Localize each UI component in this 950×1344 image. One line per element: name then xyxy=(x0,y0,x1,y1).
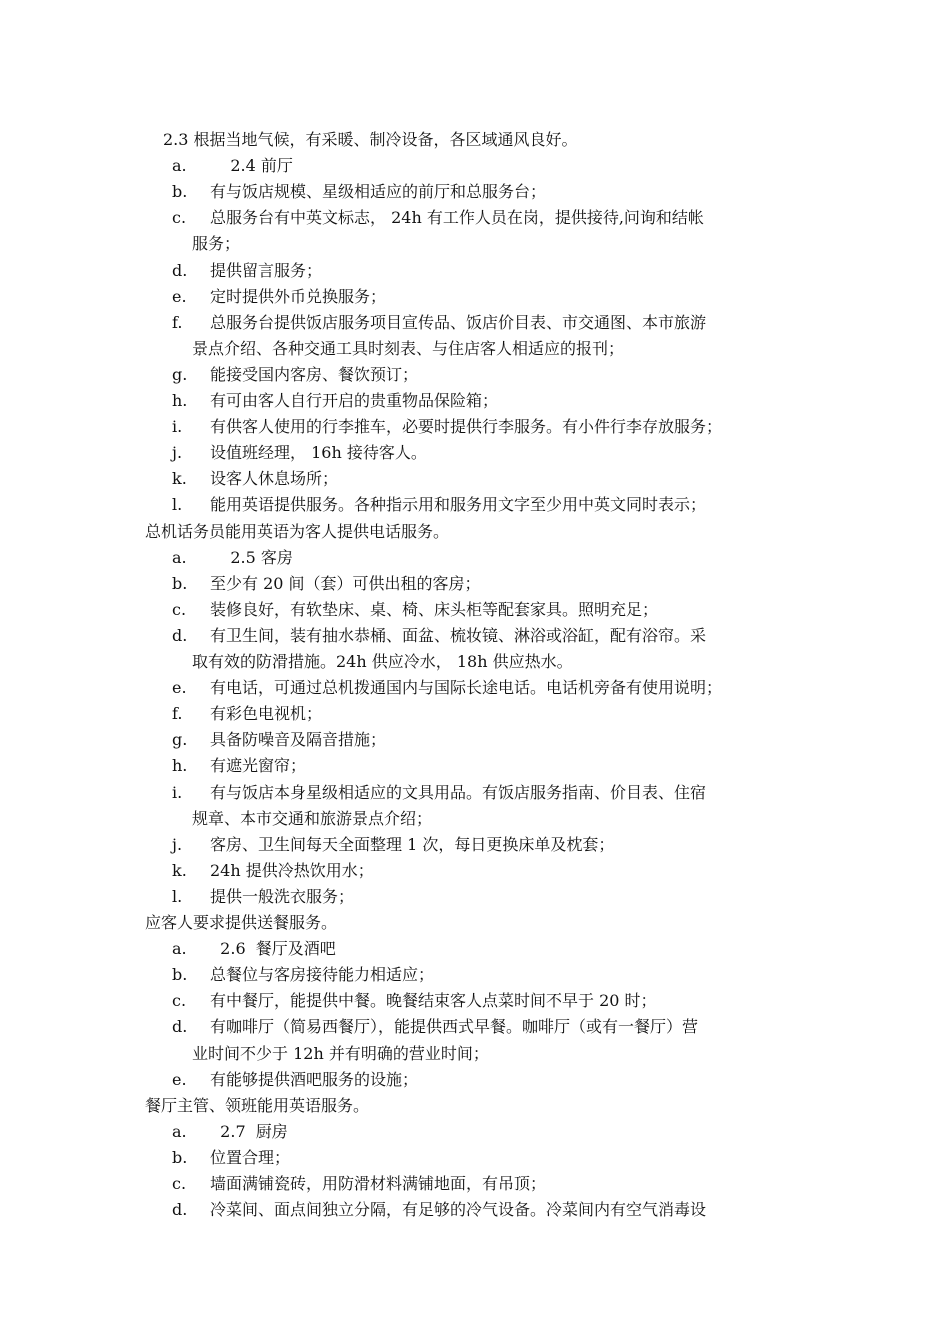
list-marker: l. xyxy=(172,495,183,514)
list-marker: g. xyxy=(172,730,188,749)
list-item-text: 有与饭店规模、星级相适应的前厅和总服务台； xyxy=(210,182,547,201)
list-item-text: 墙面满铺瓷砖，用防滑材料满铺地面，有吊顶； xyxy=(210,1174,547,1193)
list-item-text: 2.5 客房 xyxy=(210,548,293,567)
list-item-text: 有卫生间，装有抽水恭桶、面盆、梳妆镜、淋浴或浴缸，配有浴帘。采 xyxy=(210,626,707,645)
list-marker: b. xyxy=(172,1148,188,1167)
list-item-text: 2.4 前厅 xyxy=(210,156,293,175)
list-marker: j. xyxy=(172,443,183,462)
continuation-line: 景点介绍、各种交通工具时刻表、与住店客人相适应的报刊； xyxy=(192,339,625,358)
list-item-text: 具备防噪音及隔音措施； xyxy=(210,730,387,749)
list-item-text: 总服务台提供饭店服务项目宣传品、饭店价目表、市交通图、本市旅游 xyxy=(210,313,707,332)
list-item-text: 提供一般洗衣服务； xyxy=(210,887,355,906)
continuation-line: 取有效的防滑措施。24h 供应冷水， 18h 供应热水。 xyxy=(192,652,573,671)
list-item-text: 能接受国内客房、餐饮预订； xyxy=(210,365,419,384)
list-item-text: 装修良好，有软垫床、桌、椅、床头柜等配套家具。照明充足； xyxy=(210,600,659,619)
paragraph-line: 餐厅主管、领班能用英语服务。 xyxy=(145,1096,370,1115)
list-marker: d. xyxy=(172,1200,188,1219)
list-marker: d. xyxy=(172,1017,188,1036)
list-marker: c. xyxy=(172,991,187,1010)
list-item-text: 冷菜间、面点间独立分隔，有足够的冷气设备。冷菜间内有空气消毒设 xyxy=(210,1200,707,1219)
list-marker: a. xyxy=(172,939,187,958)
list-marker: d. xyxy=(172,261,188,280)
continuation-line: 规章、本市交通和旅游景点介绍； xyxy=(192,809,433,828)
list-marker: b. xyxy=(172,574,188,593)
list-marker: g. xyxy=(172,365,188,384)
list-marker: e. xyxy=(172,1070,187,1089)
list-item-text: 有遮光窗帘； xyxy=(210,756,307,775)
list-marker: k. xyxy=(172,469,187,488)
list-item-text: 总餐位与客房接待能力相适应； xyxy=(210,965,435,984)
list-item-text: 位置合理； xyxy=(210,1148,291,1167)
list-marker: e. xyxy=(172,287,187,306)
list-item-text: 设客人休息场所； xyxy=(210,469,339,488)
list-marker: b. xyxy=(172,965,188,984)
list-item-text: 有咖啡厅（简易西餐厅），能提供西式早餐。咖啡厅（或有一餐厅）营 xyxy=(210,1017,699,1036)
list-item-text: 有供客人使用的行李推车，必要时提供行李服务。有小件行李存放服务； xyxy=(210,417,723,436)
list-item-text: 提供留言服务； xyxy=(210,261,323,280)
list-item-text: 设值班经理， 16h 接待客人。 xyxy=(210,443,427,462)
list-marker: e. xyxy=(172,678,187,697)
list-item-text: 定时提供外币兑换服务； xyxy=(210,287,387,306)
paragraph-line: 应客人要求提供送餐服务。 xyxy=(145,913,338,932)
list-item-text: 有能够提供酒吧服务的设施； xyxy=(210,1070,419,1089)
list-item-text: 至少有 20 间（套）可供出租的客房； xyxy=(210,574,481,593)
list-marker: f. xyxy=(172,313,183,332)
paragraph-line: 总机话务员能用英语为客人提供电话服务。 xyxy=(145,522,450,541)
list-item-text: 能用英语提供服务。各种指示用和服务用文字至少用中英文同时表示； xyxy=(210,495,707,514)
list-marker: d. xyxy=(172,626,188,645)
list-item-text: 有彩色电视机； xyxy=(210,704,323,723)
list-marker: h. xyxy=(172,756,188,775)
list-marker: c. xyxy=(172,600,187,619)
list-marker: a. xyxy=(172,156,187,175)
list-marker: c. xyxy=(172,208,187,227)
list-item-text: 24h 提供冷热饮用水； xyxy=(210,861,374,880)
continuation-line: 业时间不少于 12h 并有明确的营业时间； xyxy=(192,1044,489,1063)
list-marker: c. xyxy=(172,1174,187,1193)
section-line: 2.3 根据当地气候，有采暖、制冷设备，各区域通风良好。 xyxy=(163,130,578,149)
list-marker: f. xyxy=(172,704,183,723)
list-item-text: 客房、卫生间每天全面整理 1 次，每日更换床单及枕套； xyxy=(210,835,615,854)
list-marker: j. xyxy=(172,835,183,854)
continuation-line: 服务； xyxy=(192,234,241,253)
list-marker: b. xyxy=(172,182,188,201)
list-item-text: 总服务台有中英文标志， 24h 有工作人员在岗，提供接待,问询和结帐 xyxy=(210,208,704,227)
list-marker: a. xyxy=(172,1122,187,1141)
list-item-text: 有可由客人自行开启的贵重物品保险箱； xyxy=(210,391,499,410)
list-marker: i. xyxy=(172,417,183,436)
list-item-text: 有中餐厅，能提供中餐。晚餐结束客人点菜时间不早于 20 时； xyxy=(210,991,657,1010)
list-marker: l. xyxy=(172,887,183,906)
list-item-text: 有电话，可通过总机拨通国内与国际长途电话。电话机旁备有使用说明； xyxy=(210,678,723,697)
list-marker: i. xyxy=(172,783,183,802)
list-marker: a. xyxy=(172,548,187,567)
list-item-text: 有与饭店本身星级相适应的文具用品。有饭店服务指南、价目表、住宿 xyxy=(210,783,707,802)
list-marker: h. xyxy=(172,391,188,410)
list-item-text: 2.7 厨房 xyxy=(210,1122,288,1141)
list-item-text: 2.6 餐厅及酒吧 xyxy=(210,939,336,958)
list-marker: k. xyxy=(172,861,187,880)
